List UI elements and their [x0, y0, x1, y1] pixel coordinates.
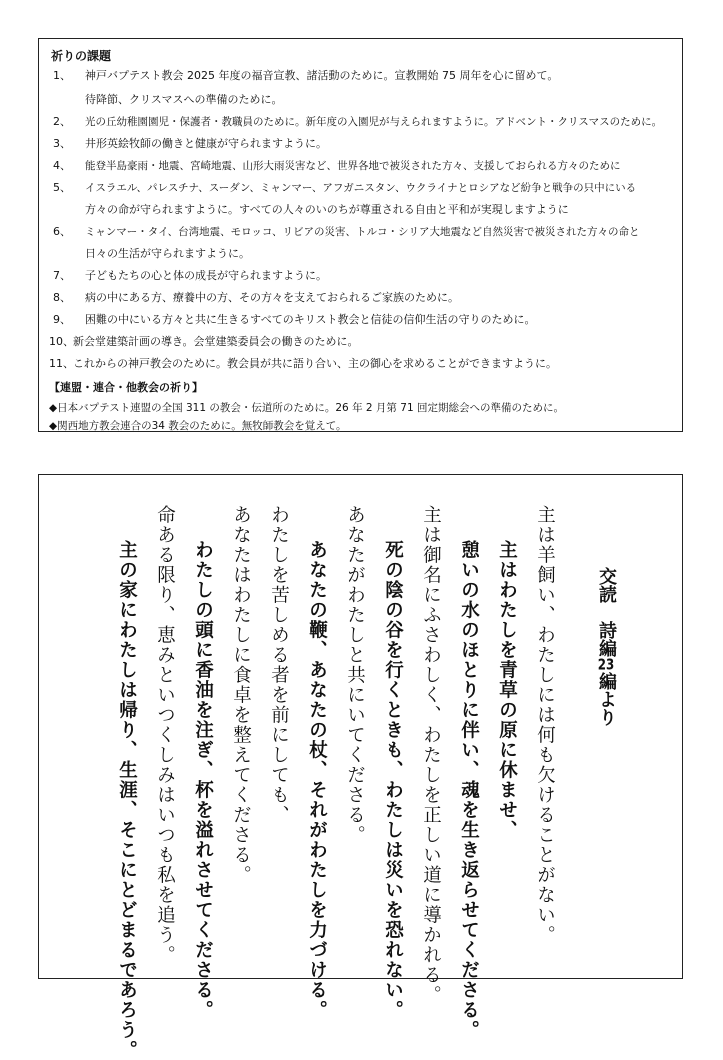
prayer-item-text: 能登半島豪雨・地震、宮崎地震、山形大雨災害など、世界各地で被災された方々、支援しておられる方々のために [85, 160, 621, 172]
reading-line-11: 命ある限り、恵みといつくしみはいつも私を追う。 [154, 505, 176, 965]
prayer-item-number: 6、 [53, 225, 71, 238]
prayer-item-number: 5、 [53, 181, 71, 194]
prayer-item-text: 方々の命が守られますように。すべての人々のいのちが尊重される自由と平和が実現しますように [85, 203, 569, 216]
prayer-item-text: 日々の生活が守られますように。 [85, 247, 250, 260]
reading-line-5: 死の陰の谷を行くときも、わたしは災いを恐れない。 [382, 540, 404, 1020]
prayer-item-text: 病の中にある方、療養中の方、その方々を支えておられるご家族のために。 [85, 291, 459, 304]
reading-line-8: わたしを苦しめる者を前にしても、 [268, 505, 290, 825]
prayer-item-text: ミャンマー・タイ、台湾地震、モロッコ、リビアの災害、トルコ・シリア大地震など自然災害で被災された方々の命と [85, 226, 640, 238]
reading-title-suffix: 編より [596, 672, 617, 726]
prayer-box [38, 38, 683, 432]
reading-line-9: あなたはわたしに食卓を整えてくださる。 [230, 505, 252, 885]
reading-title-prefix: 交読 詩編 [596, 567, 617, 657]
reading-line-2: 主はわたしを青草の原に休ませ、 [496, 540, 518, 840]
prayer-item-text: 子どもたちの心と体の成長が守られますように。 [85, 269, 327, 282]
prayer-item-text: イスラエル、パレスチナ、スーダン、ミャンマー、アフガニスタン、ウクライナとロシアなど紛争と戦争の只中にいる [85, 182, 637, 194]
section-header: 【連盟・連合・他教会の祈り】 [49, 381, 203, 394]
section-item-1: ◆日本バプテスト連盟の全国 311 の教会・伝道所のために。26 年 2 月第 71 回定期総会への準備のために。 [49, 402, 564, 414]
reading-line-4: 主は御名にふさわしく、わたしを正しい道に導かれる。 [420, 505, 442, 1005]
prayer-item-text: 待降節、クリスマスへの準備のために。 [85, 93, 283, 106]
reading-line-7: あなたの鞭、あなたの杖、それがわたしを力づける。 [306, 540, 328, 1020]
prayer-item-text: これからの神戸教会のために。教会員が共に語り合い、主の御心を求めることができますように。 [73, 357, 557, 370]
prayer-item-number: 9、 [53, 313, 71, 326]
reading-line-3: 憩いの水のほとりに伴い、魂を生き返らせてくださる。 [458, 540, 480, 1040]
prayer-item-number: 11、 [49, 357, 74, 370]
prayer-item-text: 井形英絵牧師の働きと健康が守られますように。 [85, 137, 327, 150]
prayer-item-text: 新会堂建築計画の導き。会堂建築委員会の働きのために。 [73, 335, 359, 348]
reading-line-6: あなたがわたしと共にいてくださる。 [344, 505, 366, 845]
reading-box [38, 474, 683, 1060]
reading-line-10: わたしの頭に香油を注ぎ、杯を溢れさせてくださる。 [192, 540, 214, 1020]
prayer-item-number: 3、 [53, 137, 71, 150]
section-item-2: ◆関西地方教会連合の34 教会のために。無牧師教会を覚えて。 [49, 420, 347, 432]
prayer-item-text: 困難の中にいる方々と共に生きるすべてのキリスト教会と信徒の信仰生活の守りのために。 [85, 313, 536, 326]
prayer-item-number: 10、 [49, 335, 74, 348]
prayer-title: 祈りの課題 [51, 49, 112, 63]
prayer-item-number: 2、 [53, 115, 71, 128]
reading-line-12: 主の家にわたしは帰り、生涯、そこにとどまるであろう。 [116, 540, 138, 1060]
prayer-item-text: 神戸バプテスト教会 2025 年度の福音宣教、諸活動のために。宣教開始 75 周年を心に留めて。 [85, 69, 559, 82]
prayer-item-number: 4、 [53, 159, 71, 172]
reading-line-1: 主は羊飼い、わたしには何も欠けることがない。 [534, 505, 556, 945]
prayer-item-number: 8、 [53, 291, 71, 304]
reading-title [597, 567, 615, 726]
prayer-item-number: 1、 [53, 69, 71, 82]
prayer-item-number: 7、 [53, 269, 71, 282]
prayer-item-text: 光の丘幼稚園園児・保護者・教職員のために。新年度の入園児が与えられますように。アドベント・クリスマスのために。 [85, 116, 663, 128]
reading-title-number: 23 [597, 657, 615, 672]
